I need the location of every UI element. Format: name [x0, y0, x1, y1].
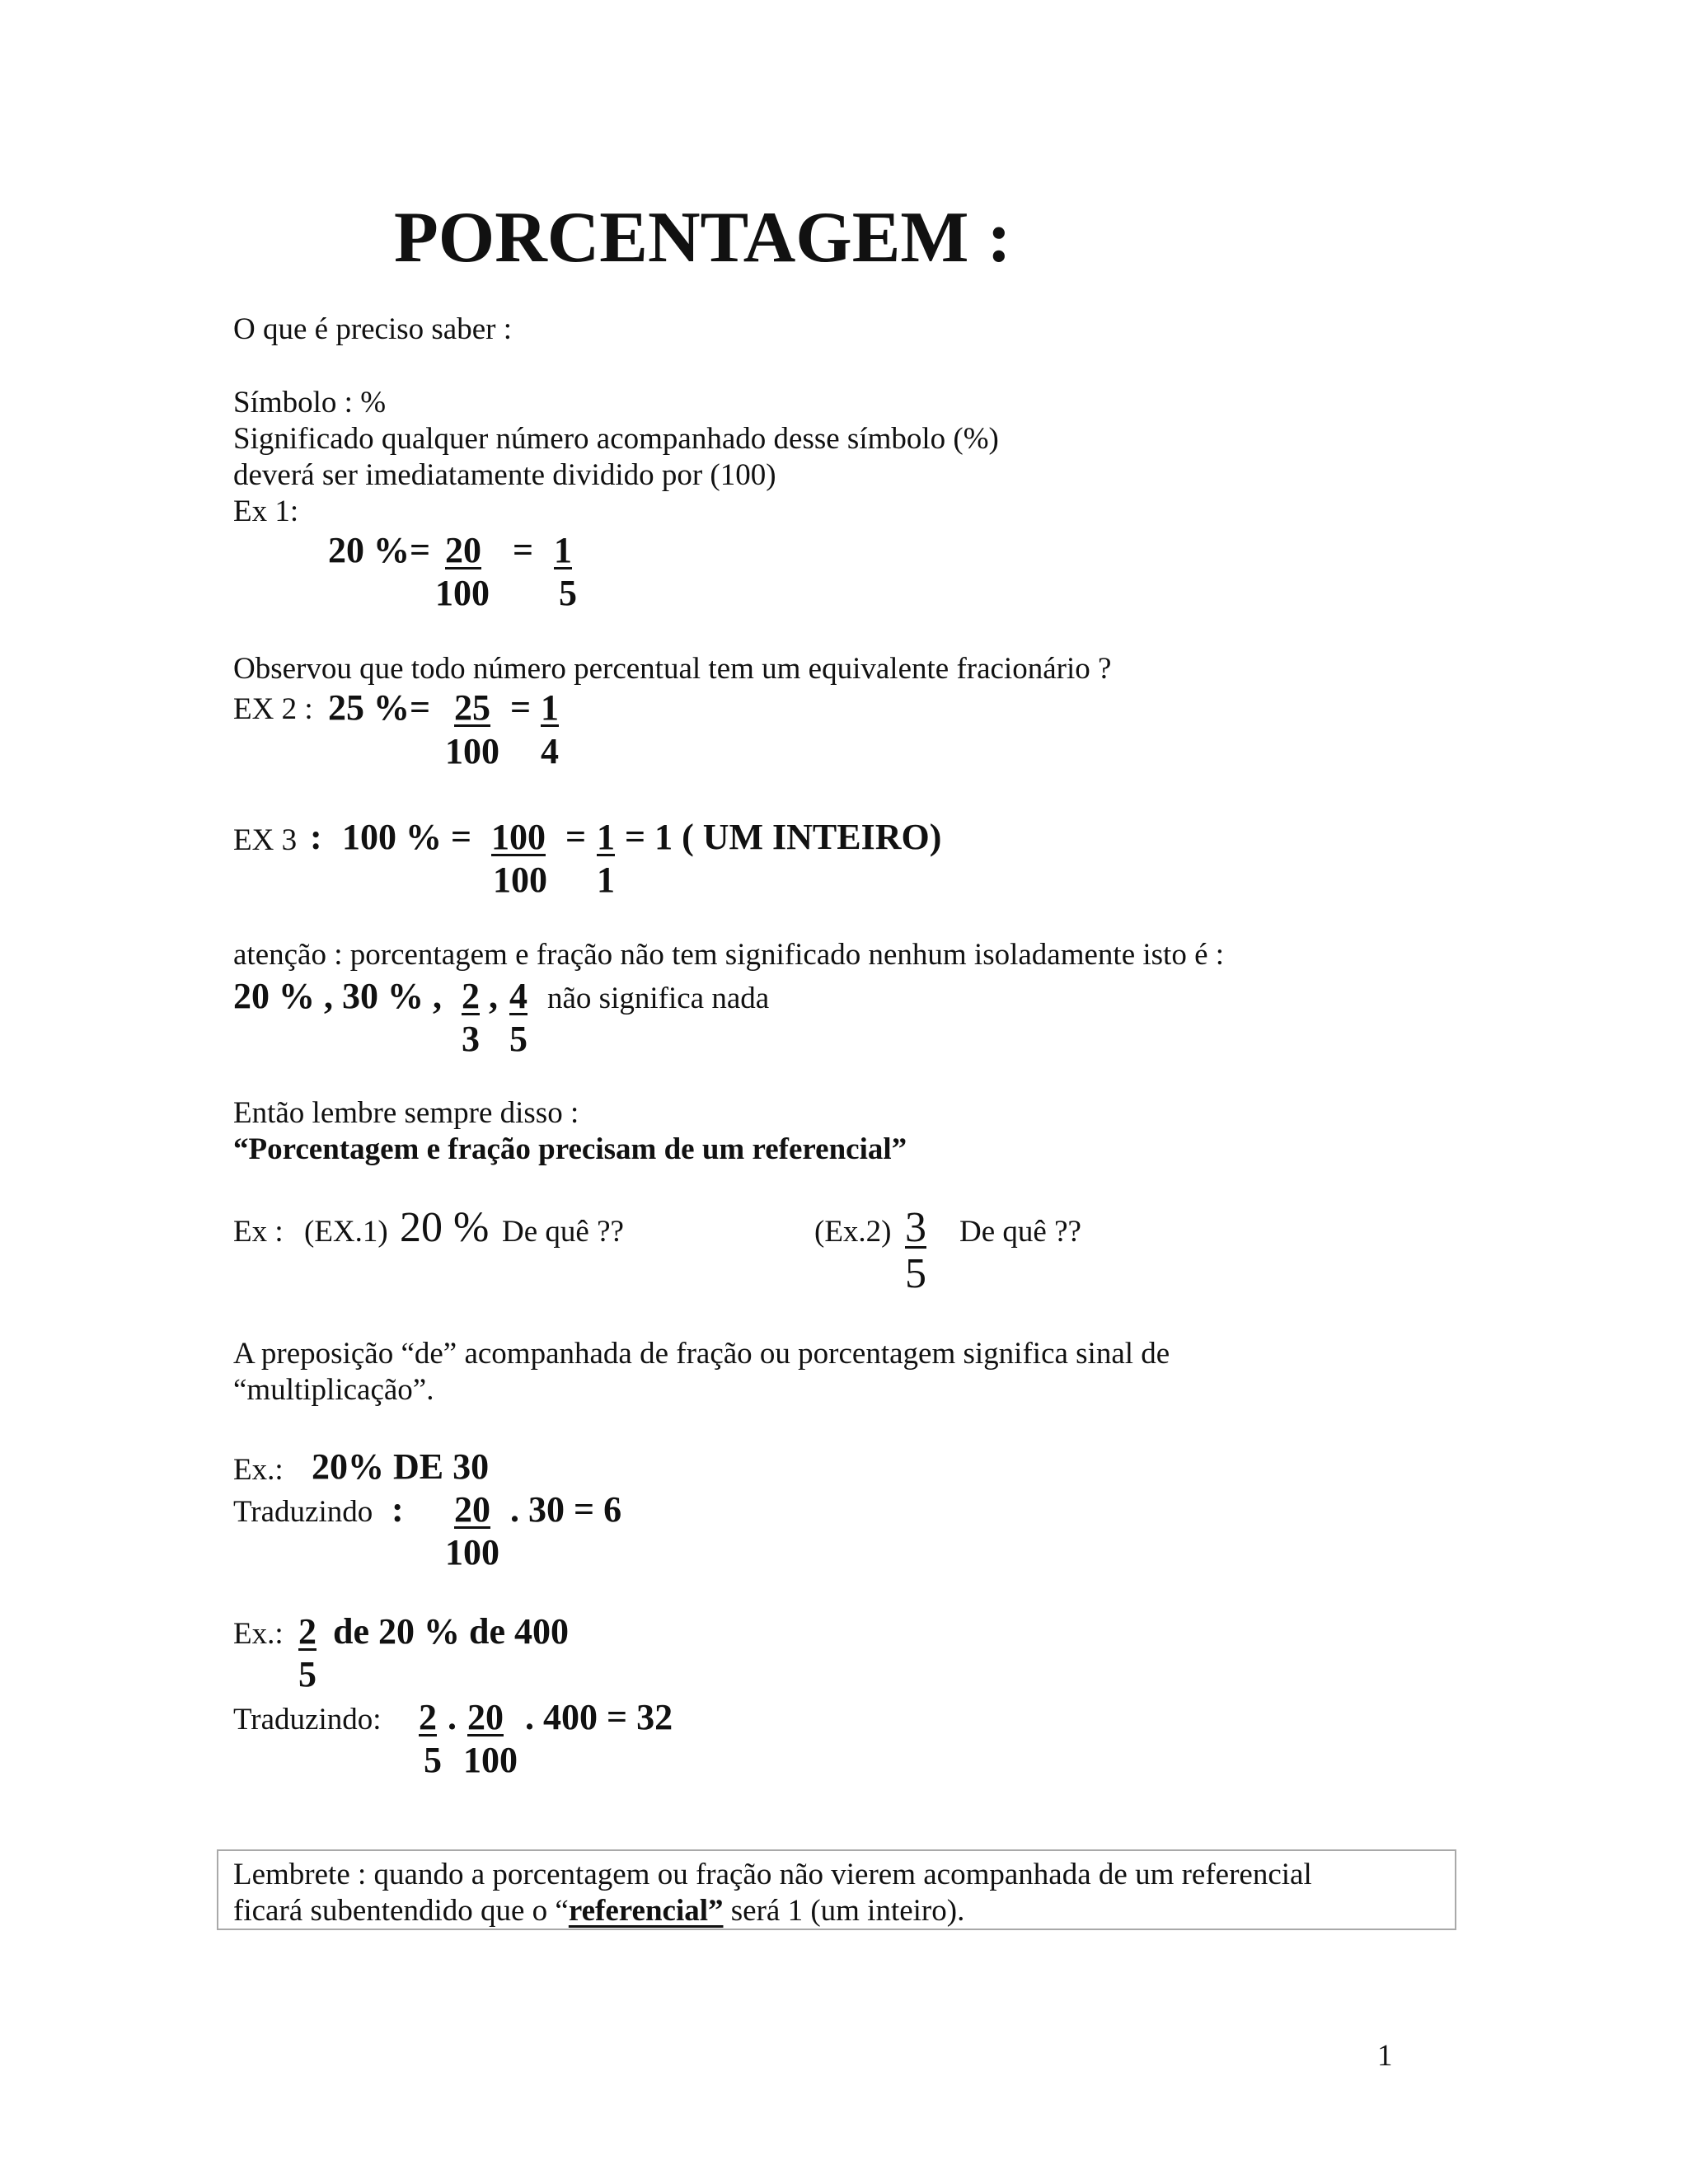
de-que-ex2-label: (Ex.2) — [814, 1215, 892, 1249]
ex4-translating-colon: : — [392, 1489, 404, 1530]
ex2-numerator-1: 25 — [454, 687, 490, 728]
attention-denominator-2: 5 — [509, 1019, 528, 1059]
attention-note: não significa nada — [547, 982, 770, 1015]
attention-lhs: 20 % , 30 % , — [233, 976, 442, 1016]
de-que-ex2-question: De quê ?? — [959, 1215, 1081, 1249]
preposition-line-2: “multiplicação”. — [233, 1373, 434, 1407]
ex2-label: EX 2 : — [233, 692, 313, 726]
reminder-referencial: referencial” — [568, 1894, 724, 1928]
de-que-ex1-label: (EX.1) — [304, 1215, 388, 1249]
ex3-equals: = — [565, 817, 587, 857]
ex3-colon: : — [310, 817, 322, 857]
ex5-expression: de 20 % de 400 — [333, 1611, 569, 1652]
de-que-ex-label: Ex : — [233, 1215, 284, 1249]
meaning-line-2: deverá ser imediatamente dividido por (100) — [233, 458, 776, 492]
remember-text: Então lembre sempre disso : — [233, 1096, 579, 1130]
ex5-t-dot: . — [448, 1697, 457, 1737]
ex1-denominator-1: 100 — [435, 573, 490, 613]
ex5-denominator: 5 — [298, 1654, 316, 1694]
reminder-line-2 — [233, 1896, 964, 1926]
ex1-equals: = — [513, 530, 534, 570]
ex3-lhs: 100 % = — [342, 817, 472, 857]
ex4-translating-label: Traduzindo — [233, 1495, 373, 1529]
ex2-equals: = — [510, 687, 532, 728]
ex3-result: = 1 ( UM INTEIRO) — [625, 817, 942, 857]
ex5-t-numerator-2: 20 — [467, 1697, 504, 1737]
attention-text: atenção : porcentagem e fração não tem significado nenhum isoladamente isto é : — [233, 938, 1225, 972]
symbol-line: Símbolo : % — [233, 386, 387, 419]
ex2-lhs: 25 %= — [328, 687, 431, 728]
quote-text: “Porcentagem e fração precisam de um referencial” — [233, 1132, 907, 1166]
ex3-numerator-2: 1 — [597, 817, 615, 857]
ex4-numerator: 20 — [454, 1489, 490, 1530]
ex1-lhs: 20 %= — [328, 530, 431, 570]
ex5-t-denominator-2: 100 — [463, 1740, 518, 1780]
ex5-translating-label: Traduzindo: — [233, 1703, 382, 1736]
de-que-ex1-question: De quê ?? — [502, 1215, 624, 1249]
ex2-denominator-1: 100 — [445, 731, 499, 771]
ex5-t-denominator-1: 5 — [424, 1740, 442, 1780]
page-number: 1 — [1377, 2039, 1393, 2073]
ex1-label: Ex 1: — [233, 494, 299, 528]
preposition-line-1: A preposição “de” acompanhada de fração ou porcentagem significa sinal de — [233, 1337, 1170, 1371]
ex5-numerator: 2 — [298, 1611, 316, 1652]
intro-text: O que é preciso saber : — [233, 312, 513, 346]
attention-numerator-1: 2 — [462, 976, 480, 1016]
observe-text: Observou que todo número percentual tem um equivalente fracionário ? — [233, 652, 1112, 686]
attention-comma: , — [489, 976, 498, 1016]
reminder-line-2-pre: ficará subentendido que o “ — [233, 1894, 569, 1928]
ex2-denominator-2: 4 — [541, 731, 559, 771]
ex3-denominator-1: 100 — [493, 860, 547, 900]
ex4-result: . 30 = 6 — [510, 1489, 622, 1530]
ex3-label: EX 3 — [233, 823, 298, 857]
reminder-line-1: Lembrete : quando a porcentagem ou fração não vierem acompanhada de um referencial — [233, 1858, 1312, 1891]
de-que-ex2-denominator: 5 — [905, 1250, 926, 1297]
de-que-ex2-numerator: 3 — [905, 1204, 926, 1251]
ex1-denominator-2: 5 — [559, 573, 577, 613]
ex5-t-result: . 400 = 32 — [525, 1697, 673, 1737]
ex2-numerator-2: 1 — [541, 687, 559, 728]
ex1-numerator-2: 1 — [554, 530, 572, 570]
meaning-line-1: Significado qualquer número acompanhado desse símbolo (%) — [233, 422, 999, 456]
page-title: PORCENTAGEM : — [394, 198, 1011, 278]
attention-numerator-2: 4 — [509, 976, 528, 1016]
attention-denominator-1: 3 — [462, 1019, 480, 1059]
ex5-t-numerator-1: 2 — [419, 1697, 437, 1737]
de-que-ex1-value: 20 % — [400, 1204, 490, 1251]
ex4-denominator: 100 — [445, 1532, 499, 1572]
reminder-line-2-post: será 1 (um inteiro). — [723, 1894, 965, 1928]
ex1-numerator-1: 20 — [445, 530, 481, 570]
ex4-label: Ex.: — [233, 1453, 284, 1487]
ex3-numerator-1: 100 — [491, 817, 546, 857]
ex3-denominator-2: 1 — [597, 860, 615, 900]
ex4-expression: 20% DE 30 — [312, 1446, 490, 1487]
ex5-label: Ex.: — [233, 1617, 284, 1651]
